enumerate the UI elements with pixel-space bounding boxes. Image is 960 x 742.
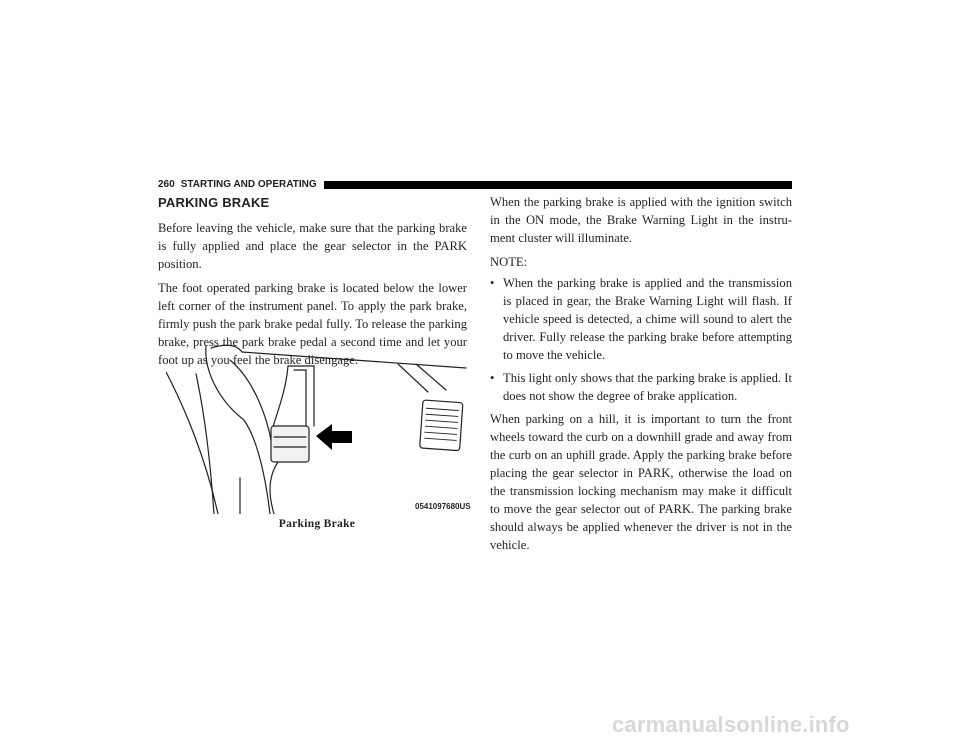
page-header [158, 177, 792, 191]
watermark-text: carmanualsonline.info [612, 712, 850, 737]
note-bullet-list [490, 274, 792, 405]
bullet-text: This light only shows that the parking brake is applied. It does not show the degree of brake application. [503, 371, 792, 403]
figure-code: 0541097680US [415, 502, 471, 511]
list-item [490, 274, 792, 364]
right-column [490, 193, 792, 560]
page-number: 260 [158, 178, 175, 190]
paragraph-foot-operated: The foot operated parking brake is located below the lower left corner of the instrument panel. To apply the park brake, firmly push the park brake pedal fully. To release the parking brake, press the park brake pedal a second time and let your foot up as you feel the brake disengage. [158, 281, 467, 367]
section-title-header: STARTING AND OPERATING [180, 178, 317, 190]
header-rule [324, 181, 792, 189]
parking-brake-illustration [166, 340, 468, 514]
note-label: NOTE: [490, 255, 528, 269]
list-item [490, 369, 792, 405]
arrow-indicator [316, 424, 352, 450]
paragraph-parking-on-hill: When parking on a hill, it is important to turn the front wheels toward the curb on a downhill grade and away from the curb on an uphill grade. Apply the parking brake before placing the gear selector in PARK, otherwise the load on the transmission locking mechanism may make it difficult to move the gear selector out of PARK. The parking brake should always be applied whenever the driver is not in the vehicle. [490, 412, 792, 552]
bullet-icon: • [490, 371, 495, 385]
bullet-text: When the parking brake is applied and the transmission is placed in gear, the Brake Warning Light will flash. If vehicle speed is detected, a chime will sound to alert the driver. Fully release the parking brake before attempting to move the vehicle. [503, 276, 792, 362]
paragraph-warning-light: When the parking brake is applied with the ignition switch in the ON mode, the Brake Warning Light in the instru-ment cluster will illuminate. [490, 195, 792, 245]
paragraph-before-leaving: Before leaving the vehicle, make sure that the parking brake is fully applied and place the gear selector in the PARK position. [158, 221, 467, 271]
heading-parking-brake: PARKING BRAKE [158, 195, 270, 210]
figure-caption: Parking Brake [278, 518, 356, 530]
bullet-icon: • [490, 276, 495, 290]
